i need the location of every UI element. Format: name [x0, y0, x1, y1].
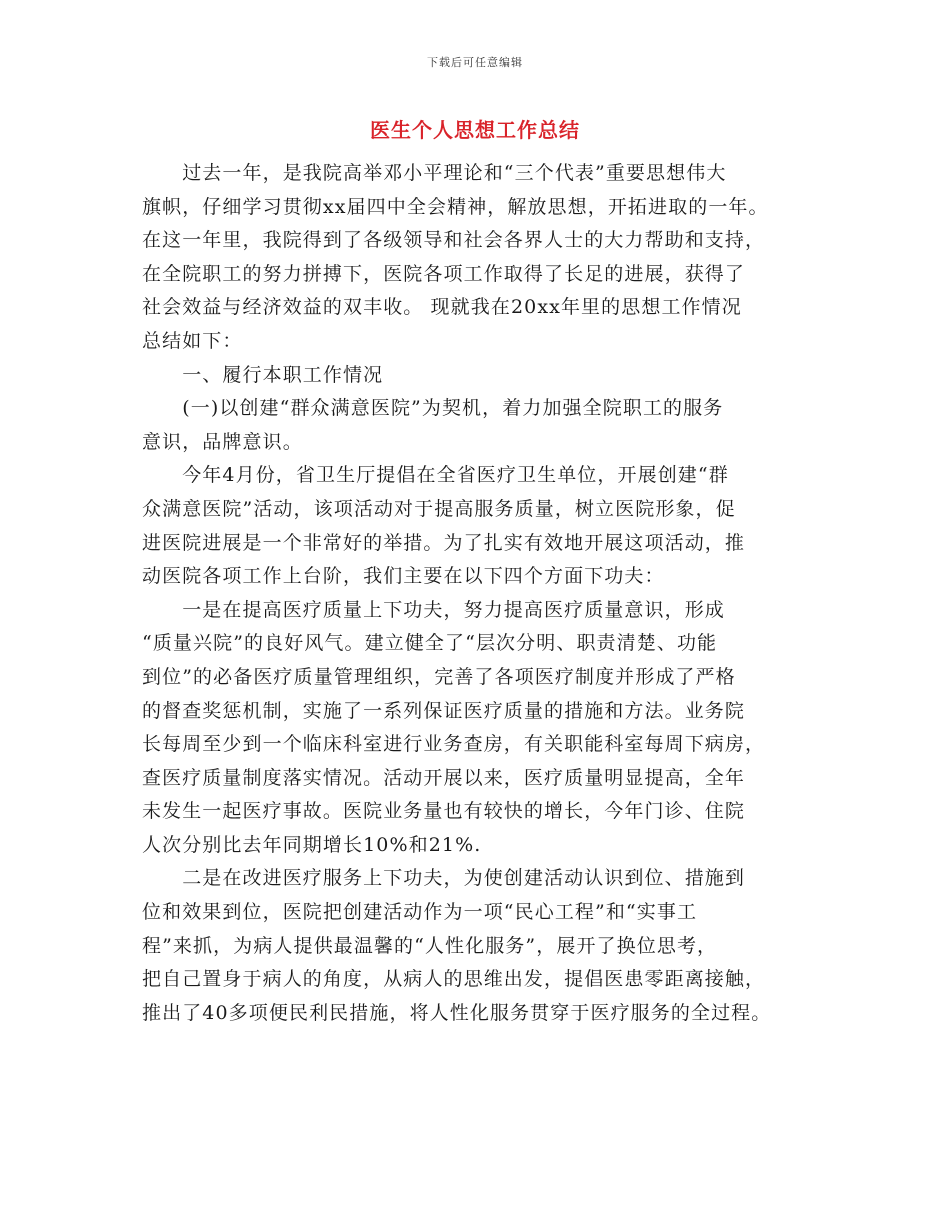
text-line: 推出了40多项便民利民措施，将人性化服务贯穿于医疗服务的全过程。 — [142, 1001, 772, 1024]
text-line: 查医疗质量制度落实情况。活动开展以来，医疗质量明显提高，全年 — [142, 766, 746, 789]
text-line: 到位”的必备医疗质量管理组织，完善了各项医疗制度并形成了严格 — [142, 665, 736, 688]
text-line: 社会效益与经济效益的双丰收。 现就我在20xx年里的思想工作情况 — [142, 296, 742, 319]
text-line: 二是在改进医疗服务上下功夫，为使创建活动认识到位、措施到 — [142, 867, 746, 890]
section-heading: 一、履行本职工作情况 — [142, 363, 384, 386]
body-text — [142, 157, 842, 1030]
text-line: 意识，品牌意识。 — [142, 430, 303, 453]
header-note: 下载后可任意编辑 — [427, 56, 523, 69]
text-line: 把自己置身于病人的角度，从病人的思维出发，提倡医患零距离接触， — [142, 968, 766, 991]
text-line: 在这一年里，我院得到了各级领导和社会各界人士的大力帮助和支持， — [142, 229, 766, 252]
text-line: (一)以创建“群众满意医院”为契机，着力加强全院职工的服务 — [142, 397, 724, 420]
text-line: 进医院进展是一个非常好的举措。为了扎实有效地开展这项活动，推 — [142, 531, 746, 554]
text-line: 众满意医院”活动，该项活动对于提高服务质量，树立医院形象，促 — [142, 497, 736, 520]
text-line: 在全院职工的努力拼搏下，医院各项工作取得了长足的进展，获得了 — [142, 262, 746, 285]
text-line: 位和效果到位，医院把创建活动作为一项“民心工程”和“实事工 — [142, 901, 698, 924]
text-line: 的督查奖惩机制，实施了一系列保证医疗质量的措施和方法。业务院 — [142, 699, 746, 722]
text-line: 一是在提高医疗质量上下功夫，努力提高医疗质量意识，形成 — [142, 598, 725, 621]
text-line: 程”来抓，为病人提供最温馨的“人性化服务”，展开了换位思考， — [142, 934, 718, 957]
document-title: 医生个人思想工作总结 — [370, 118, 580, 142]
text-line: 未发生一起医疗事故。医院业务量也有较快的增长，今年门诊、住院 — [142, 800, 746, 823]
text-line: 过去一年，是我院高举邓小平理论和“三个代表”重要思想伟大 — [142, 162, 727, 184]
text-line: 旗帜，仔细学习贯彻xx届四中全会精神，解放思想，开拓进取的一年。 — [142, 195, 769, 218]
text-line: 今年4月份，省卫生厅提倡在全省医疗卫生单位，开展创建“群 — [142, 464, 729, 487]
text-line: 动医院各项工作上台阶，我们主要在以下四个方面下功夫： — [142, 565, 665, 588]
text-line: 人次分别比去年同期增长10%和21%. — [142, 833, 482, 856]
text-line: 长每周至少到一个临床科室进行业务查房，有关职能科室每周下病房， — [142, 733, 766, 756]
text-line: 总结如下： — [142, 329, 243, 352]
text-line: “质量兴院”的良好风气。建立健全了“层次分明、职责清楚、功能 — [142, 632, 718, 655]
